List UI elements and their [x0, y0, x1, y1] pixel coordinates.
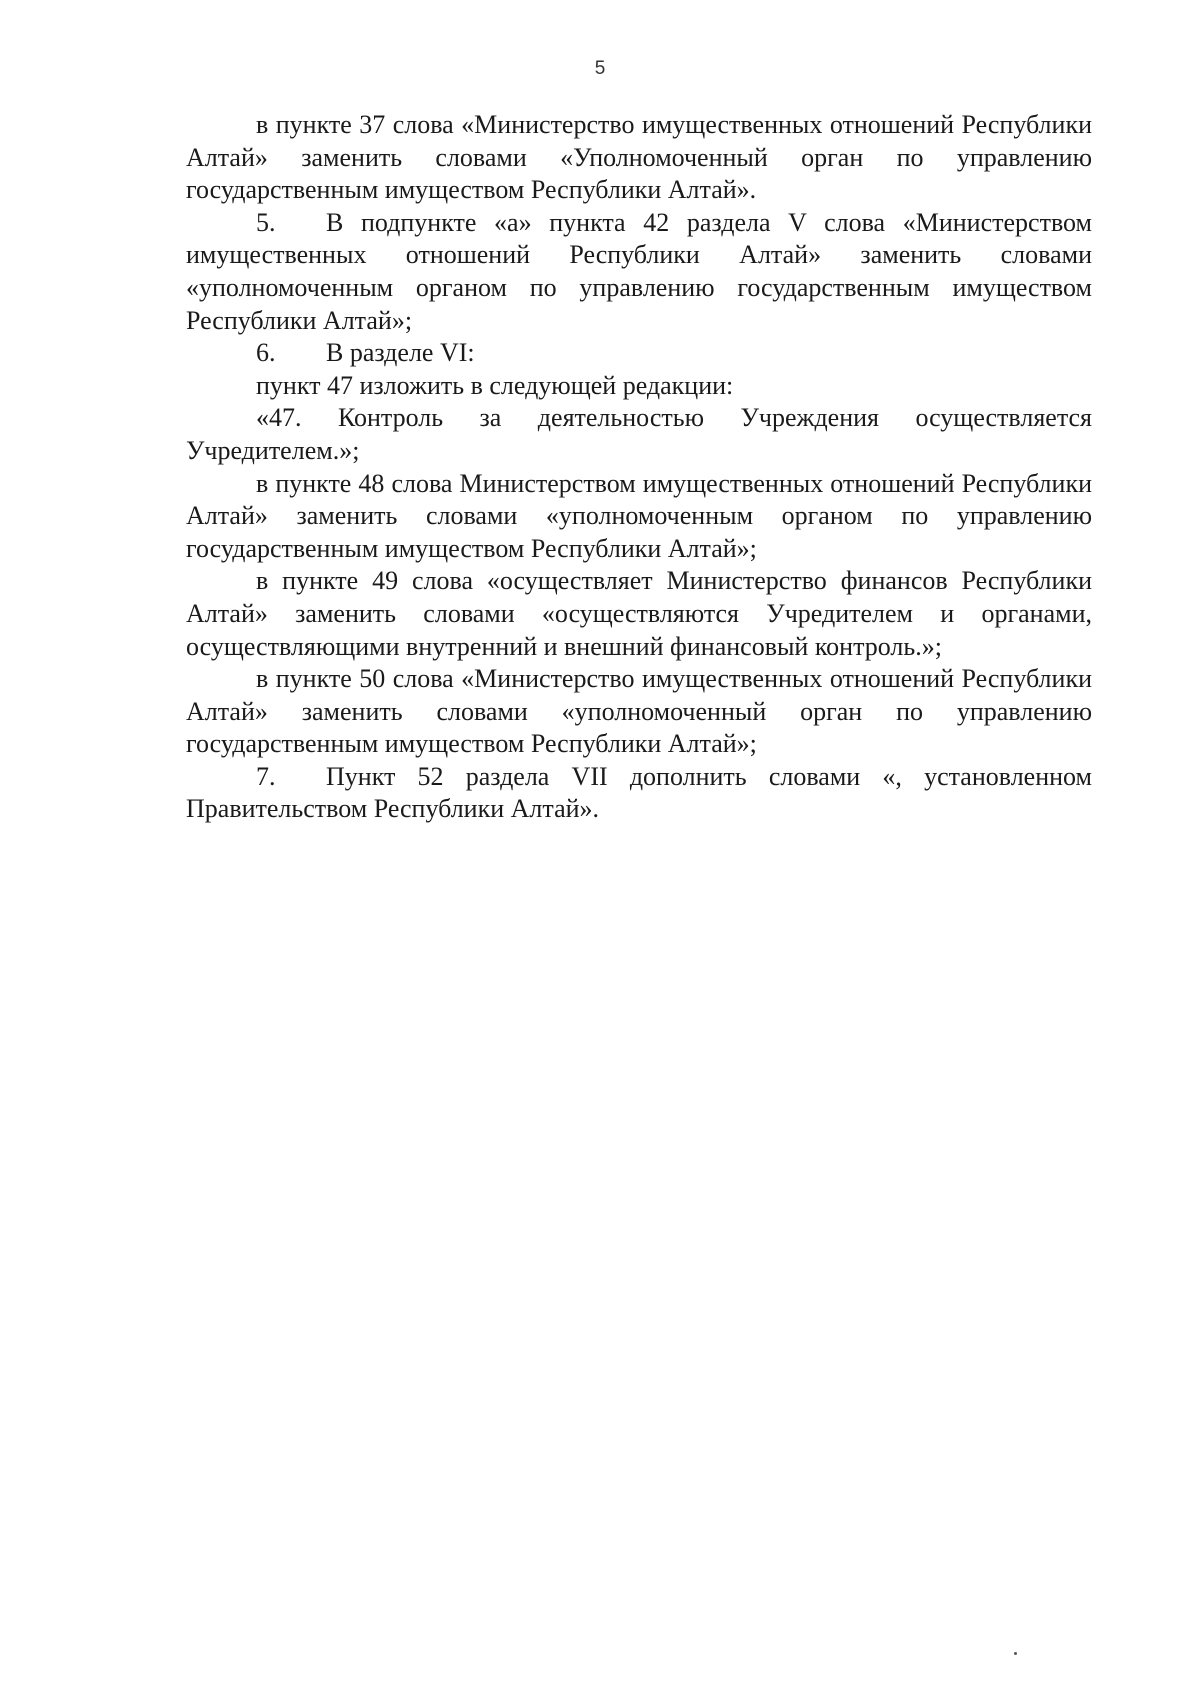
paragraph-point-7 — [186, 761, 1092, 826]
paragraph-text: в пункте 37 слова «Министерство имущественных отношений Республики Алтай» заменить словами «Уполномоченный орган по управлению государственным имуществом Республики Алтай». — [186, 110, 1092, 205]
paragraph-text: «47. Контроль за деятельностью Учреждения осуществляется Учредителем.»; — [186, 403, 1092, 465]
paragraph-item-47-intro — [186, 370, 1092, 403]
paragraph-item-49 — [186, 565, 1092, 663]
paragraph-text: В подпункте «а» пункта 42 раздела V слова «Министерством имущественных отношений Республики Алтай» заменить словами «уполномоченным органом по управлению государственным имуществом Республики Алтай»; — [186, 207, 1092, 335]
paragraph-text: В разделе VI: — [326, 338, 475, 368]
document-body — [186, 109, 1092, 826]
scan-speck — [1014, 1652, 1017, 1655]
paragraph-number: 7. — [256, 761, 276, 791]
paragraph-text: в пункте 49 слова «осуществляет Министерство финансов Республики Алтай» заменить словами «осуществляются Учредителем и органами, осуществляющими внутренний и внешний финансовый контроль.»; — [186, 566, 1092, 661]
paragraph-number: 6. — [256, 338, 276, 368]
paragraph-item-37 — [186, 109, 1092, 207]
paragraph-point-6 — [186, 337, 1092, 370]
paragraph-item-48 — [186, 468, 1092, 566]
paragraph-point-5 — [186, 207, 1092, 337]
paragraph-item-50 — [186, 663, 1092, 761]
page-number: 5 — [594, 58, 606, 79]
paragraph-text: Пункт 52 раздела VII дополнить словами «, установленном Правительством Республики Алтай». — [186, 761, 1092, 824]
paragraph-text: в пункте 48 слова Министерством имущественных отношений Республики Алтай» заменить словами «уполномоченным органом по управлению государственным имуществом Республики Алтай»; — [186, 468, 1092, 563]
paragraph-text: пункт 47 изложить в следующей редакции: — [256, 370, 734, 400]
paragraph-number: 5. — [256, 207, 276, 237]
paragraph-item-47-text — [186, 402, 1092, 467]
paragraph-text: в пункте 50 слова «Министерство имущественных отношений Республики Алтай» заменить словами «уполномоченный орган по управлению государственным имуществом Республики Алтай»; — [186, 664, 1092, 759]
